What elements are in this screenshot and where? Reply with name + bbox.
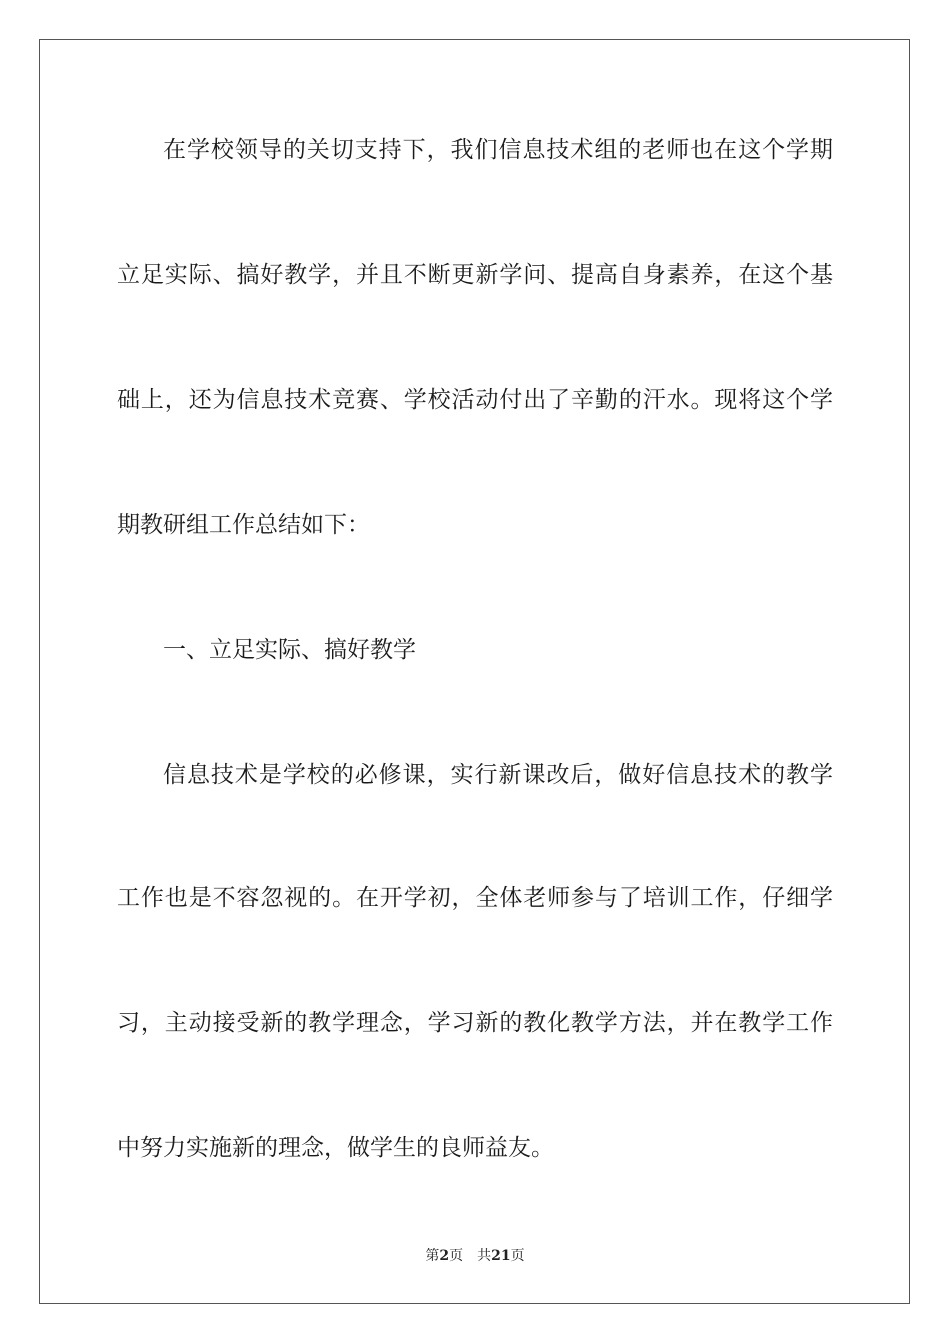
paragraph-1-line-1: 在学校领导的关切支持下，我们信息技术组的老师也在这个学期 — [163, 137, 833, 163]
paragraph-2-line-4: 中努力实施新的理念，做学生的良师益友。 — [117, 1135, 554, 1161]
paragraph-2-line-1: 信息技术是学校的必修课，实行新课改后，做好信息技术的教学 — [163, 762, 833, 788]
paragraph-1-line-2: 立足实际、搞好教学，并且不断更新学问、提高自身素养，在这个基 — [117, 262, 833, 288]
paragraph-1-line-4: 期教研组工作总结如下： — [117, 512, 370, 538]
total-suffix: 页 — [510, 1248, 525, 1264]
page-prefix: 第 — [425, 1248, 440, 1264]
total-prefix: 共 — [477, 1248, 492, 1264]
page-footer — [0, 1247, 950, 1265]
total-pages: 21 — [491, 1248, 511, 1264]
page-border — [39, 39, 910, 1304]
section-heading: 一、立足实际、搞好教学 — [163, 637, 416, 663]
paragraph-2-line-3: 习，主动接受新的教学理念，学习新的教化教学方法，并在教学工作 — [117, 1010, 833, 1036]
paragraph-1-line-3: 础上，还为信息技术竞赛、学校活动付出了辛勤的汗水。现将这个学 — [117, 387, 833, 413]
paragraph-2-line-2: 工作也是不容忽视的。在开学初，全体老师参与了培训工作，仔细学 — [117, 885, 833, 911]
page-number: 2 — [439, 1248, 450, 1264]
page-suffix: 页 — [449, 1248, 464, 1264]
